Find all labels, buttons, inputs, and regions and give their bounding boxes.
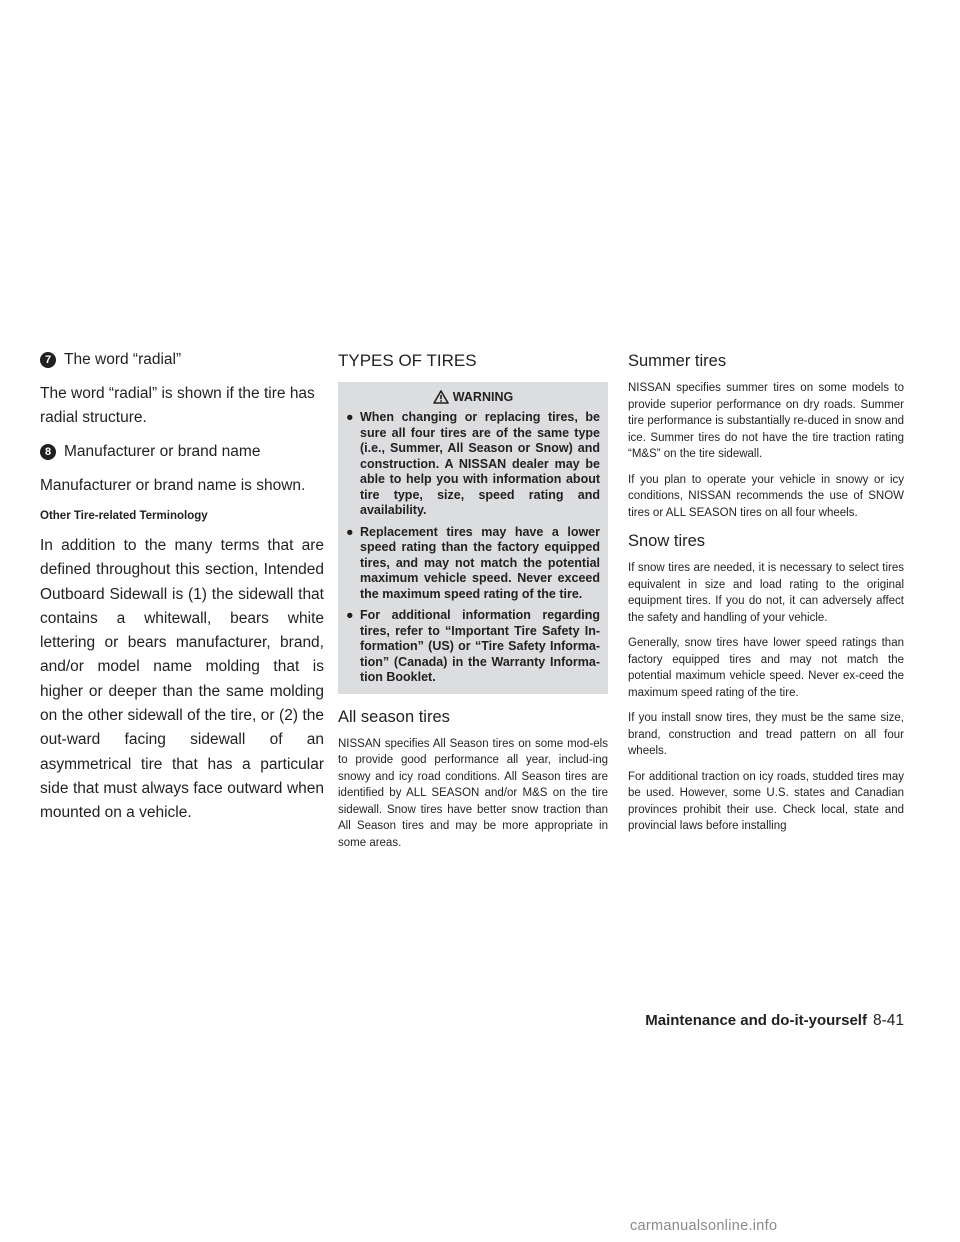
page-footer (638, 1012, 904, 1030)
bullet: ● (346, 524, 354, 539)
snow-paragraph: If snow tires are needed, it is necessary to select tires equivalent in size and load rating to the original equipment tires. If you do not, it can adversely affect the safety and handling of your vehicle. (628, 562, 904, 624)
watermark: carmanualsonline.info (630, 1218, 778, 1234)
snow-paragraph: Generally, snow tires have lower speed ratings than factory equipped tires and may not match the potential maximum vehicle speed. Never ex-ceed the maximum speed rating of the tire. (628, 637, 904, 699)
warning-triangle-icon (433, 390, 449, 404)
terminology-paragraph: In addition to the many terms that are defined throughout this section, Intended Outboard Sidewall is (1) the sidewall that contains a whitewall, bears white lettering or bears manufacturer, brand, and/or model name molding that is higher or deeper than the same molding on the other sidewall of the tire, or (2) the out-ward facing sidewall of an asymmetrical tire that has a particular side that must always face outward when mounted on a vehicle. (40, 537, 324, 822)
item-7-line (40, 350, 324, 370)
section-title: TYPES OF TIRES (338, 351, 477, 370)
number-7-badge: 7 (40, 352, 56, 368)
summer-heading: Summer tires (628, 352, 727, 370)
snow-paragraph: For additional traction on icy roads, studded tires may be used. However, some U.S. states and Canadian provinces prohibit their use. Check local, state and provincial laws before installing (628, 770, 904, 832)
all-season-text: NISSAN specifies All Season tires on some mod-els to provide good performance all year, includ-ing snowy and icy road conditions. All Season tires are identified by ALL SEASON and/or M&S on the tire sidewall. Snow tires have better snow traction than All Season tires and may be more appropriate in some areas. (338, 737, 608, 849)
warning-heading: WARNING (452, 390, 514, 404)
snow-heading: Snow tires (628, 532, 706, 550)
warning-item-text: When changing or replacing tires, be sure all four tires are of the same type (i.e., Summer, All Season or Snow) and construction. A NISSAN dealer may be able to help you with information about tire type, size, speed rating and availability. (360, 410, 600, 517)
all-season-heading: All season tires (338, 707, 450, 726)
summer-paragraph: If you plan to operate your vehicle in snowy or icy conditions, NISSAN recommends the use of SNOW tires or ALL SEASON tires on all four wheels. (628, 473, 904, 519)
snow-paragraph: If you install snow tires, they must be the same size, brand, construction and tread pattern on all four wheels. (628, 712, 904, 757)
bullet: ● (346, 608, 354, 622)
warning-item-text: Replacement tires may have a lower speed rating than the factory equipped tires, and may not match the potential maximum vehicle speed. Never exceed the maximum speed rating of the tire. (360, 524, 600, 601)
number-8-badge: 8 (40, 444, 56, 460)
column-3 (628, 350, 904, 844)
column-1 (40, 350, 324, 826)
warning-item-1 (346, 410, 600, 519)
item-7-label: The word “radial” (64, 351, 182, 368)
item-8-line (40, 442, 324, 462)
warning-item-text: For additional information regarding tires, refer to “Important Tire Safety In-formation” (US) or “Tire Safety Informa-tion” (Canada) in the Warranty Informa-tion Booklet. (360, 608, 600, 684)
warning-header (346, 388, 600, 406)
page-number: 8-41 (872, 1012, 904, 1029)
item-8-text: Manufacturer or brand name is shown. (40, 477, 306, 494)
footer-section-title: Maintenance and do-it-yourself (645, 1012, 867, 1029)
column-2 (338, 350, 608, 860)
warning-item-2 (346, 525, 600, 603)
bullet: ● (346, 410, 354, 424)
item-7-text: The word “radial” is shown if the tire has radial structure. (40, 385, 315, 426)
warning-box (338, 382, 608, 694)
warning-item-3 (346, 608, 600, 686)
item-8-label: Manufacturer or brand name (64, 443, 261, 460)
summer-paragraph: NISSAN specifies summer tires on some models to provide superior performance on dry roads. Summer tire performance is substantially re-duced in snow and ice. Summer tires do not have the tire traction rating “M&S” on the tire sidewall. (628, 382, 904, 460)
terminology-subheading: Other Tire-related Terminology (40, 510, 208, 522)
